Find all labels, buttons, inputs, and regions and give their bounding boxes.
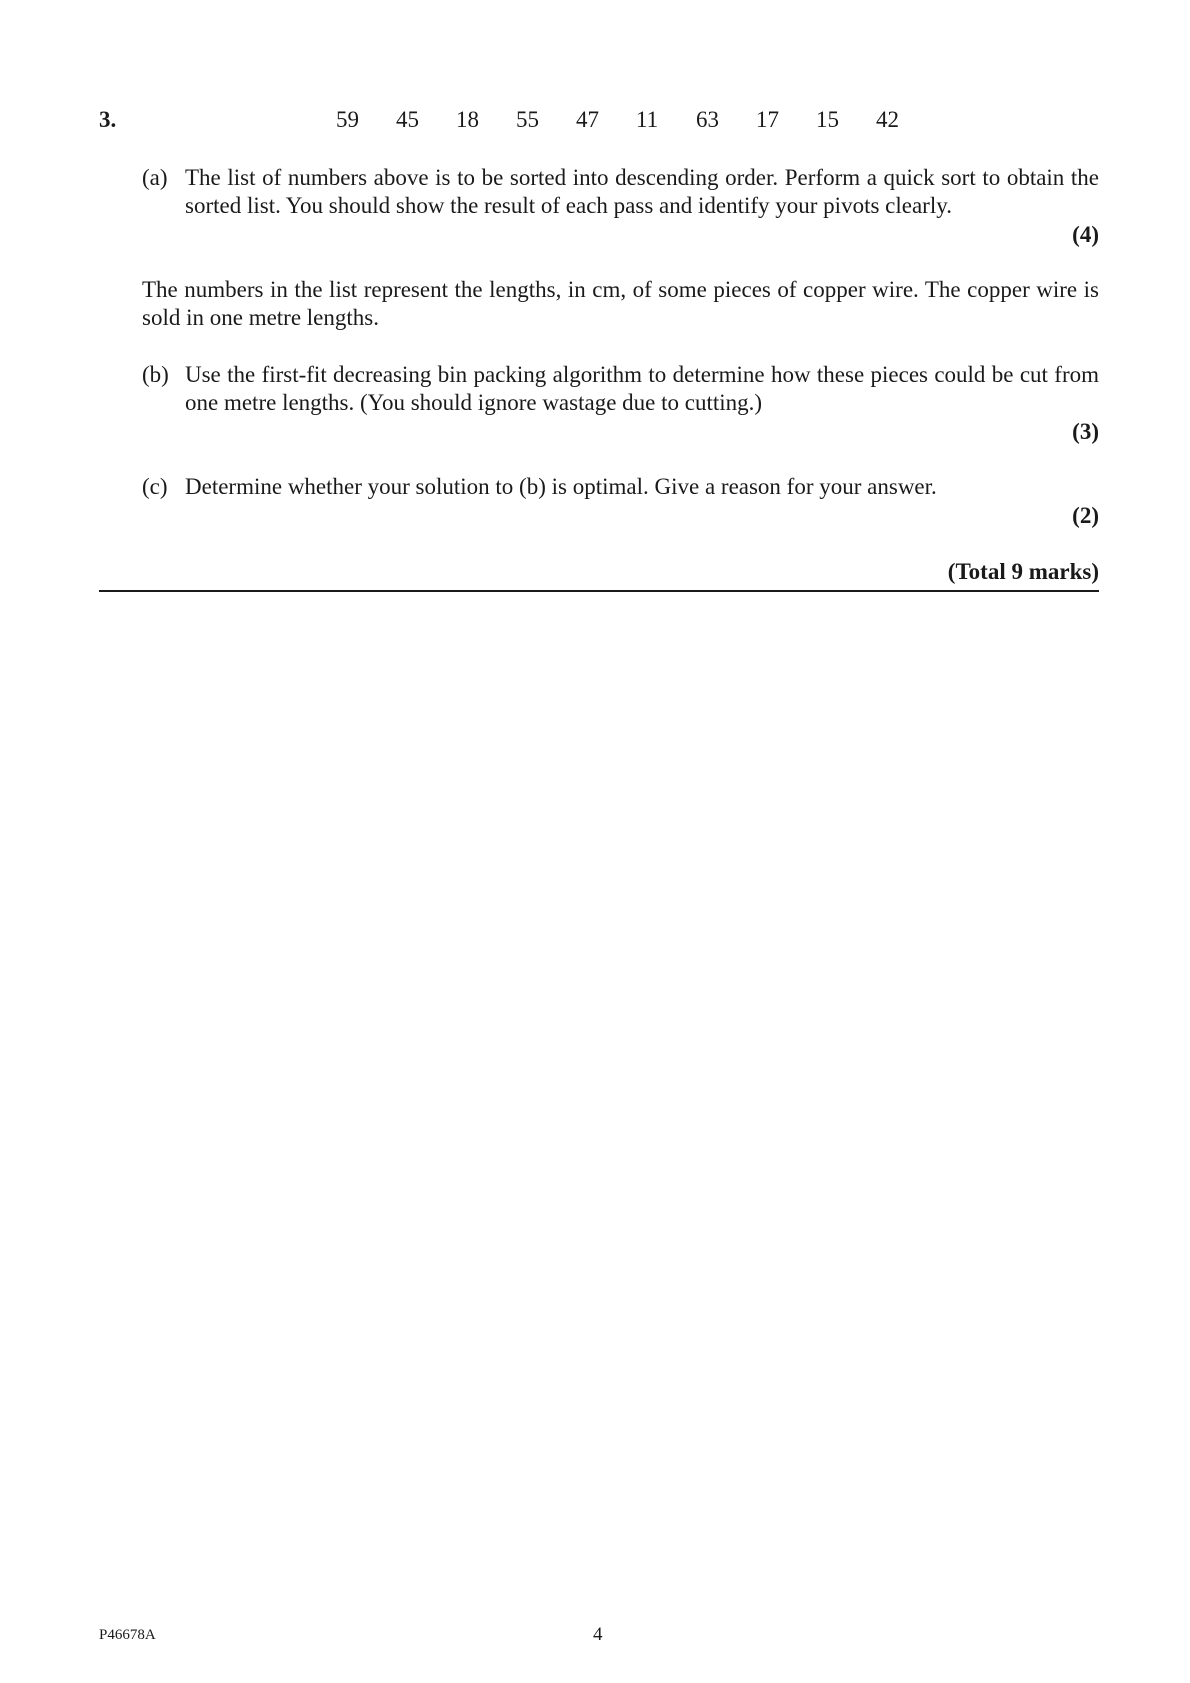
number-list <box>336 107 936 133</box>
list-number: 11 <box>636 107 659 132</box>
list-number: 47 <box>576 107 599 132</box>
part-a <box>142 164 1099 220</box>
part-c <box>142 473 1099 501</box>
part-c-label: (c) <box>142 474 168 499</box>
part-b-text: Use the first-fit decreasing bin packing algorithm to determine how these pieces could be cut from one metre lengths. (You should ignore wastage due to cutting.) <box>185 362 1099 415</box>
list-number: 42 <box>876 107 899 132</box>
list-number: 63 <box>696 107 719 132</box>
list-number: 59 <box>336 107 359 132</box>
intro-paragraph: The numbers in the list represent the lengths, in cm, of some pieces of copper wire. The copper wire is sold in one metre lengths. <box>142 277 1099 330</box>
question-end-rule <box>99 590 1099 592</box>
part-a-marks: (4) <box>1072 222 1099 247</box>
list-number: 18 <box>456 107 479 132</box>
list-number: 17 <box>756 107 779 132</box>
paper-code: P46678A <box>99 1627 156 1643</box>
part-b-label: (b) <box>142 362 169 387</box>
list-number: 45 <box>396 107 419 132</box>
part-a-text: The list of numbers above is to be sorted into descending order. Perform a quick sort to obtain the sorted list. You should show the result of each pass and identify your pivots clearly. <box>185 165 1099 218</box>
page-number: 4 <box>593 1624 603 1645</box>
total-marks: (Total 9 marks) <box>947 559 1099 584</box>
part-b-marks: (3) <box>1072 419 1099 444</box>
list-number: 55 <box>516 107 539 132</box>
part-a-label: (a) <box>142 165 168 190</box>
part-c-text: Determine whether your solution to (b) is optimal. Give a reason for your answer. <box>185 474 937 499</box>
part-c-marks: (2) <box>1072 503 1099 528</box>
part-b <box>142 361 1099 417</box>
list-number: 15 <box>816 107 839 132</box>
question-number: 3. <box>99 107 117 132</box>
